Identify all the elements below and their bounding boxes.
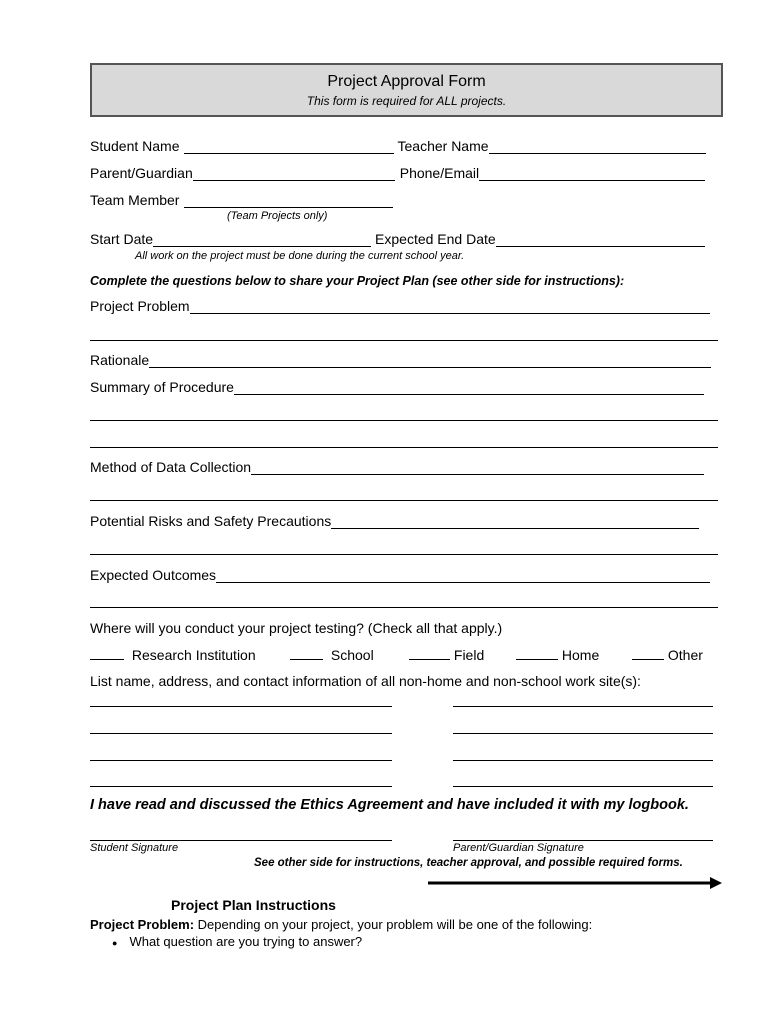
end-date-label: Expected End Date <box>375 231 496 247</box>
dates-row <box>90 231 705 247</box>
other-label: Other <box>667 647 703 663</box>
instruction-bullet-text: What question are you trying to answer? <box>129 934 363 949</box>
bullet-dot-icon: ● <box>112 937 118 948</box>
work-site-line-left-3[interactable] <box>90 760 392 761</box>
option-other[interactable] <box>632 647 703 663</box>
home-checkbox[interactable] <box>516 647 558 660</box>
see-other-side-note: See other side for instructions, teacher approval, and possible required forms. <box>254 857 683 869</box>
testing-question: Where will you conduct your project testing? (Check all that apply.) <box>90 620 503 636</box>
outcomes-row <box>90 567 710 583</box>
data-collection-row <box>90 459 704 475</box>
risks-row <box>90 513 699 529</box>
work-site-line-right-4[interactable] <box>453 786 713 787</box>
data-collection-label: Method of Data Collection <box>90 459 252 475</box>
option-home[interactable] <box>516 647 599 663</box>
team-member-field[interactable] <box>184 193 393 208</box>
field-label: Field <box>453 647 485 663</box>
rationale-label: Rationale <box>90 352 150 368</box>
risks-field[interactable] <box>331 514 699 529</box>
parent-row <box>90 165 705 181</box>
data-collection-line-2[interactable] <box>90 500 718 501</box>
summary-field[interactable] <box>234 380 704 395</box>
option-research-institution[interactable] <box>90 647 256 663</box>
project-problem-row <box>90 298 710 314</box>
instructions-heading: Project Plan Instructions <box>171 897 336 913</box>
student-name-row <box>90 138 706 154</box>
ethics-statement: I have read and discussed the Ethics Agreement and have included it with my logbook. <box>90 797 689 813</box>
home-label: Home <box>561 647 600 663</box>
team-member-row <box>90 192 393 208</box>
arrow-right-icon <box>428 876 724 890</box>
work-site-line-left-2[interactable] <box>90 733 392 734</box>
summary-line-2[interactable] <box>90 420 718 421</box>
student-signature-label: Student Signature <box>90 842 179 854</box>
work-site-line-right-1[interactable] <box>453 706 713 707</box>
other-checkbox[interactable] <box>632 647 664 660</box>
teacher-name-field[interactable] <box>489 139 706 154</box>
phone-email-label: Phone/Email <box>399 165 480 181</box>
work-site-line-right-3[interactable] <box>453 760 713 761</box>
form-subtitle: This form is required for ALL projects. <box>306 94 507 108</box>
student-name-label: Student Name <box>90 138 180 154</box>
work-site-line-right-2[interactable] <box>453 733 713 734</box>
outcomes-label: Expected Outcomes <box>90 567 217 583</box>
teacher-name-label: Teacher Name <box>397 138 489 154</box>
outcomes-line-2[interactable] <box>90 607 718 608</box>
team-member-label: Team Member <box>90 192 180 208</box>
instruction-problem-text: Depending on your project, your problem will be one of the following: <box>194 917 593 932</box>
project-problem-instruction <box>90 917 592 932</box>
research-institution-label: Research Institution <box>131 647 256 663</box>
risks-line-2[interactable] <box>90 554 718 555</box>
school-label: School <box>330 647 374 663</box>
student-name-field[interactable] <box>184 139 394 154</box>
student-signature-line[interactable] <box>90 840 392 841</box>
option-field[interactable] <box>409 647 484 663</box>
form-title: Project Approval Form <box>327 73 486 90</box>
end-date-field[interactable] <box>496 232 705 247</box>
project-problem-line-2[interactable] <box>90 340 718 341</box>
parent-signature-line[interactable] <box>453 840 713 841</box>
parent-signature-label: Parent/Guardian Signature <box>453 842 584 854</box>
option-school[interactable] <box>290 647 374 663</box>
data-collection-field[interactable] <box>251 460 704 475</box>
outcomes-field[interactable] <box>216 568 710 583</box>
project-problem-field[interactable] <box>190 299 710 314</box>
project-problem-label: Project Problem <box>90 298 190 314</box>
summary-line-3[interactable] <box>90 447 718 448</box>
parent-guardian-label: Parent/Guardian <box>90 165 193 181</box>
work-site-line-left-4[interactable] <box>90 786 392 787</box>
school-year-note: All work on the project must be done during the current school year. <box>135 250 465 262</box>
phone-email-field[interactable] <box>479 166 705 181</box>
summary-row <box>90 379 704 395</box>
instruction-bullet <box>112 934 362 949</box>
risks-label: Potential Risks and Safety Precautions <box>90 513 332 529</box>
field-checkbox[interactable] <box>409 647 450 660</box>
school-checkbox[interactable] <box>290 647 323 660</box>
questions-intro: Complete the questions below to share your Project Plan (see other side for instructions): <box>90 274 625 288</box>
form-header <box>90 63 723 117</box>
parent-guardian-field[interactable] <box>193 166 395 181</box>
summary-label: Summary of Procedure <box>90 379 234 395</box>
instruction-problem-label: Project Problem: <box>90 917 195 932</box>
rationale-field[interactable] <box>149 353 711 368</box>
work-site-line-left-1[interactable] <box>90 706 392 707</box>
start-date-label: Start Date <box>90 231 154 247</box>
rationale-row <box>90 352 711 368</box>
work-sites-prompt: List name, address, and contact information of all non-home and non-school work site(s): <box>90 673 641 689</box>
start-date-field[interactable] <box>153 232 371 247</box>
research-institution-checkbox[interactable] <box>90 647 124 660</box>
team-projects-note: (Team Projects only) <box>227 210 328 222</box>
